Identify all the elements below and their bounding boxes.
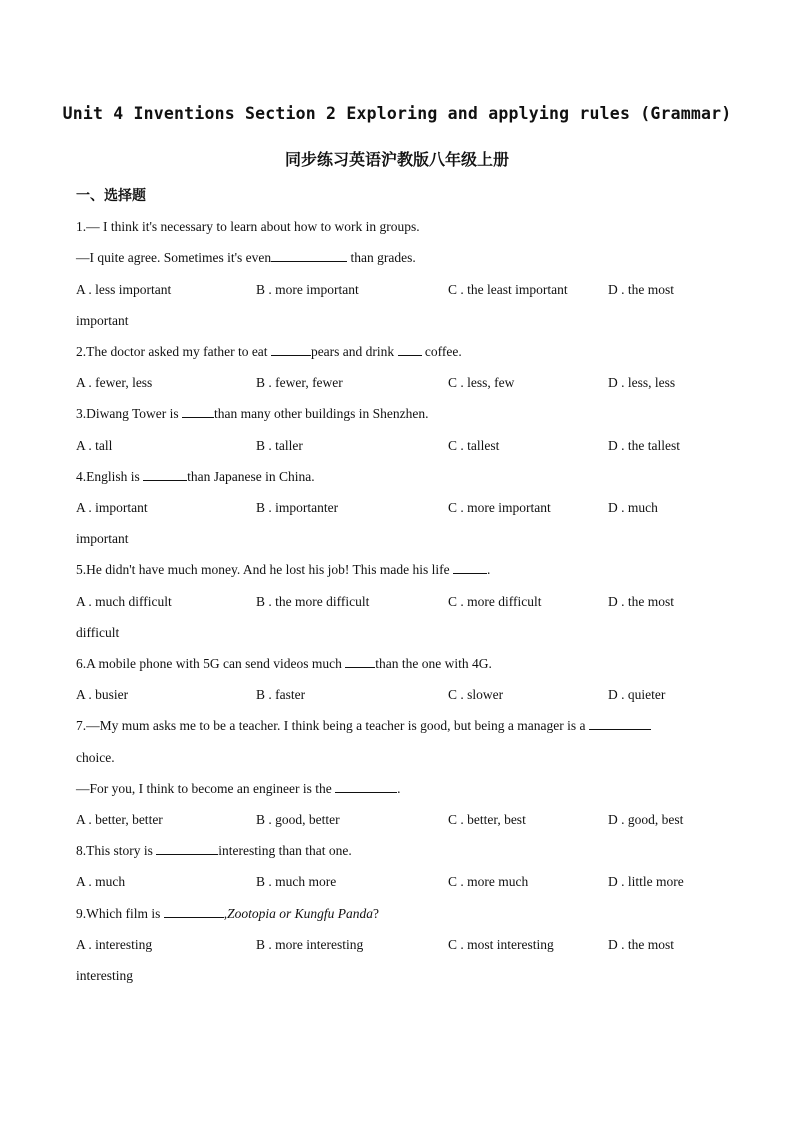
question-9-option-a: A . interesting bbox=[76, 937, 153, 952]
answer-blank bbox=[156, 842, 218, 855]
answer-blank bbox=[345, 655, 375, 668]
question-9-text: 9.Which film is bbox=[76, 906, 164, 921]
question-4-option-a: A . important bbox=[76, 500, 148, 515]
question-3-text: 3.Diwang Tower is bbox=[76, 406, 183, 421]
answer-blank bbox=[398, 343, 422, 356]
question-5-text-end: . bbox=[487, 562, 491, 577]
question-3-option-d: D . the tallest bbox=[608, 438, 680, 453]
question-3-stem bbox=[76, 405, 429, 423]
question-2-option-b: B . fewer, fewer bbox=[256, 375, 343, 390]
question-9-text-end: ? bbox=[373, 906, 380, 921]
question-5-option-d: D . the most bbox=[608, 594, 674, 609]
answer-blank bbox=[271, 343, 311, 356]
question-9-option-b: B . more interesting bbox=[256, 937, 364, 952]
question-4-stem bbox=[76, 468, 315, 486]
question-2-text-end: coffee. bbox=[421, 344, 462, 359]
question-7-response-text: —For you, I think to become an engineer is the bbox=[76, 781, 336, 796]
question-8-option-c: C . more much bbox=[448, 874, 529, 889]
question-9-film-titles: Zootopia or Kungfu Panda bbox=[227, 906, 374, 921]
question-5-option-b: B . the more difficult bbox=[256, 594, 370, 609]
question-2-stem bbox=[76, 343, 462, 361]
question-1-response-text: —I quite agree. Sometimes it's even bbox=[76, 250, 272, 265]
question-8-stem bbox=[76, 842, 352, 860]
question-6-option-c: C . slower bbox=[448, 687, 504, 702]
question-7-response bbox=[76, 780, 400, 798]
question-5-text: 5.He didn't have much money. And he lost his job! This made his life bbox=[76, 562, 454, 577]
question-1-option-d: D . the most bbox=[608, 282, 674, 297]
question-6-stem bbox=[76, 655, 492, 673]
question-5-option-d-continued: difficult bbox=[76, 625, 120, 640]
question-6-option-a: A . busier bbox=[76, 687, 129, 702]
question-6-text-end: than the one with 4G. bbox=[375, 656, 492, 671]
question-7-option-d: D . good, best bbox=[608, 812, 684, 827]
question-4-option-d: D . much bbox=[608, 500, 658, 515]
question-3-option-c: C . tallest bbox=[448, 438, 500, 453]
question-1-response-end: than grades. bbox=[347, 250, 416, 265]
question-8-option-d: D . little more bbox=[608, 874, 684, 889]
question-3-option-b: B . taller bbox=[256, 438, 303, 453]
question-4-text: 4.English is bbox=[76, 469, 144, 484]
question-9-option-d: D . the most bbox=[608, 937, 674, 952]
question-8-text: 8.This story is bbox=[76, 843, 157, 858]
question-2-option-c: C . less, few bbox=[448, 375, 515, 390]
question-6-option-b: B . faster bbox=[256, 687, 306, 702]
answer-blank bbox=[453, 561, 487, 574]
question-2-text: 2.The doctor asked my father to eat bbox=[76, 344, 271, 359]
question-2-option-a: A . fewer, less bbox=[76, 375, 153, 390]
question-2-option-d: D . less, less bbox=[608, 375, 676, 390]
answer-blank bbox=[335, 780, 397, 793]
question-6-text: 6.A mobile phone with 5G can send videos much bbox=[76, 656, 346, 671]
question-9-option-c: C . most interesting bbox=[448, 937, 554, 952]
question-9-comma: , bbox=[223, 906, 228, 921]
question-9-option-d-continued: interesting bbox=[76, 968, 133, 983]
question-7-option-c: C . better, best bbox=[448, 812, 526, 827]
question-1-stem: 1.— I think it's necessary to learn about how to work in groups. bbox=[76, 219, 420, 234]
question-4-option-d-continued: important bbox=[76, 531, 129, 546]
answer-blank bbox=[143, 468, 187, 481]
question-3-text-end: than many other buildings in Shenzhen. bbox=[214, 406, 429, 421]
question-4-option-c: C . more important bbox=[448, 500, 551, 515]
question-2-text-mid: pears and drink bbox=[310, 344, 398, 359]
answer-blank bbox=[164, 905, 224, 918]
question-5-stem bbox=[76, 561, 490, 579]
question-9-stem bbox=[76, 905, 379, 923]
question-6-option-d: D . quieter bbox=[608, 687, 666, 702]
document-subtitle: 同步练习英语沪教版八年级上册 bbox=[284, 150, 509, 169]
answer-blank bbox=[589, 717, 651, 730]
question-4-text-end: than Japanese in China. bbox=[187, 469, 315, 484]
question-1-response bbox=[76, 249, 416, 267]
question-8-option-a: A . much bbox=[76, 874, 126, 889]
question-7-option-b: B . good, better bbox=[256, 812, 340, 827]
answer-blank bbox=[182, 405, 214, 418]
question-8-option-b: B . much more bbox=[256, 874, 337, 889]
question-7-stem-continued: choice. bbox=[76, 750, 115, 765]
question-7-response-end: . bbox=[397, 781, 401, 796]
question-7-text: 7.—My mum asks me to be a teacher. I think being a teacher is good, but being a manager is a bbox=[76, 718, 589, 733]
document-title: Unit 4 Inventions Section 2 Exploring and applying rules (Grammar) bbox=[62, 104, 732, 123]
question-7-stem bbox=[76, 717, 651, 735]
question-3-option-a: A . tall bbox=[76, 438, 113, 453]
question-4-option-b: B . importanter bbox=[256, 500, 339, 515]
question-1-option-c: C . the least important bbox=[448, 282, 568, 297]
question-1-option-b: B . more important bbox=[256, 282, 359, 297]
answer-blank bbox=[271, 249, 347, 262]
question-5-option-a: A . much difficult bbox=[76, 594, 172, 609]
question-8-text-end: interesting than that one. bbox=[218, 843, 352, 858]
question-7-option-a: A . better, better bbox=[76, 812, 163, 827]
question-1-option-d-continued: important bbox=[76, 313, 129, 328]
question-1-option-a: A . less important bbox=[76, 282, 172, 297]
question-5-option-c: C . more difficult bbox=[448, 594, 542, 609]
section-heading: 一、选择题 bbox=[76, 188, 146, 204]
